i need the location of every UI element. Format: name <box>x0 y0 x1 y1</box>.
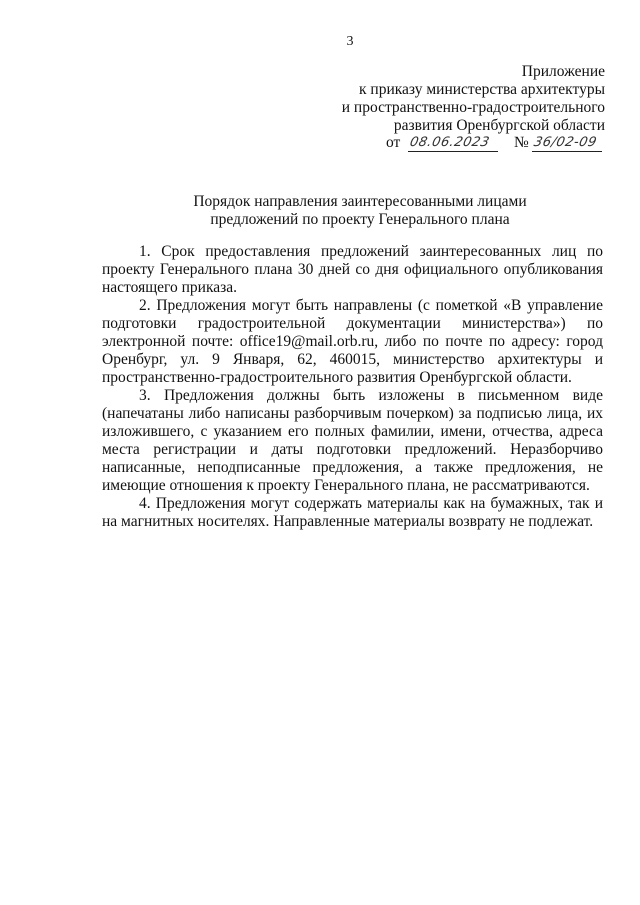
number-underline <box>532 151 602 152</box>
paragraph-2: 2. Предложения могут быть направлены (с пометкой «В управление подготовки градостроительной документации министерства») по электронной почте: office19@mail.orb.ru, либо по почте по адресу: город Оренбург, ул. 9 Января, 62, 460015, министерство архитектуры и пространственно-градостроительного развития Оренбургской области. <box>102 297 603 386</box>
paragraph-1: 1. Срок предоставления предложений заинтересованных лиц по проекту Генерального плана 30 дней со дня официального опубликования настоящего приказа. <box>102 243 603 296</box>
appendix-line: развития Оренбургской области <box>393 117 605 134</box>
heading-line: предложений по проекту Генерального плана <box>210 211 510 228</box>
date-prefix: от <box>386 134 401 151</box>
heading-line: Порядок направления заинтересованными лицами <box>193 193 527 210</box>
appendix-title: Приложение <box>521 63 605 80</box>
paragraph-4: 4. Предложения могут содержать материалы как на бумажных, так и на магнитных носителях. Направленные материалы возврату не подлежат. <box>102 495 603 530</box>
appendix-header <box>342 63 605 135</box>
date-underline <box>408 151 498 152</box>
document-heading <box>60 193 640 229</box>
document-body <box>102 243 603 531</box>
appendix-line: к приказу министерства архитектуры <box>359 81 605 98</box>
handwritten-number: 36/02-09 <box>532 135 599 150</box>
handwritten-date: 08.06.2023 <box>408 135 492 150</box>
order-date-number-line <box>386 134 606 156</box>
paragraph-3: 3. Предложения должны быть изложены в письменном виде (напечатаны либо написаны разборчивым почерком) за подписью лица, их изложившего, с указанием его полных фамилии, имени, отчества, адреса места регистрации и даты подготовки предложений. Неразборчиво написанные, неподписанные предложения, а также предложения, не имеющие отношения к проекту Генерального плана, не рассматриваются. <box>102 387 603 494</box>
page-number: 3 <box>346 34 354 49</box>
number-prefix: № <box>514 134 529 151</box>
appendix-line: и пространственно-градостроительного <box>341 99 605 116</box>
